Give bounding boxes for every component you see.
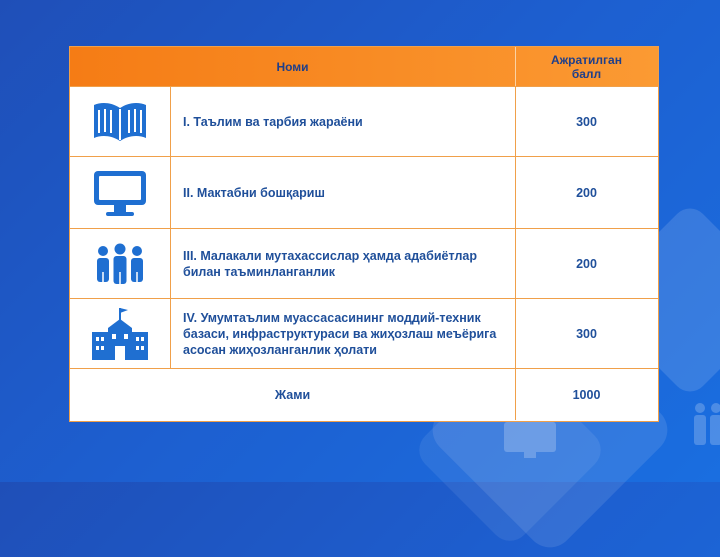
table-row: [70, 87, 658, 157]
table-total-row: [70, 369, 658, 420]
table-row: [70, 229, 658, 299]
table-header: [70, 47, 658, 87]
header-name: Номи: [276, 59, 309, 74]
header-score: Ажратилган балл: [551, 52, 622, 81]
table-row: [70, 157, 658, 229]
row-name: III. Малакали мутахассислар ҳамда адабиётлар билан таъминланганлик: [183, 248, 477, 279]
row-score: 300: [576, 114, 597, 129]
people-group-icon: [690, 400, 720, 450]
people-group-icon: [94, 242, 146, 286]
monitor-icon: [500, 420, 560, 460]
table-row: [70, 299, 658, 369]
row-name: I. Таълим ва тарбия жараёни: [183, 114, 363, 129]
total-score: 1000: [572, 387, 601, 402]
row-score: 200: [576, 256, 597, 271]
row-score: 200: [576, 185, 597, 200]
open-book-icon: [91, 100, 149, 144]
scoring-table: [69, 46, 659, 422]
row-name: II. Мактабни бошқариш: [183, 185, 325, 200]
row-name: IV. Умумтаълим муассасасининг моддий-техник базаси, инфраструктураси ва жиҳозлаш меъёрига асосан жиҳозланганлик ҳолати: [183, 310, 497, 357]
total-label: Жами: [274, 387, 311, 402]
row-score: 300: [576, 326, 597, 341]
school-building-icon: [90, 304, 150, 364]
monitor-icon: [92, 169, 148, 217]
